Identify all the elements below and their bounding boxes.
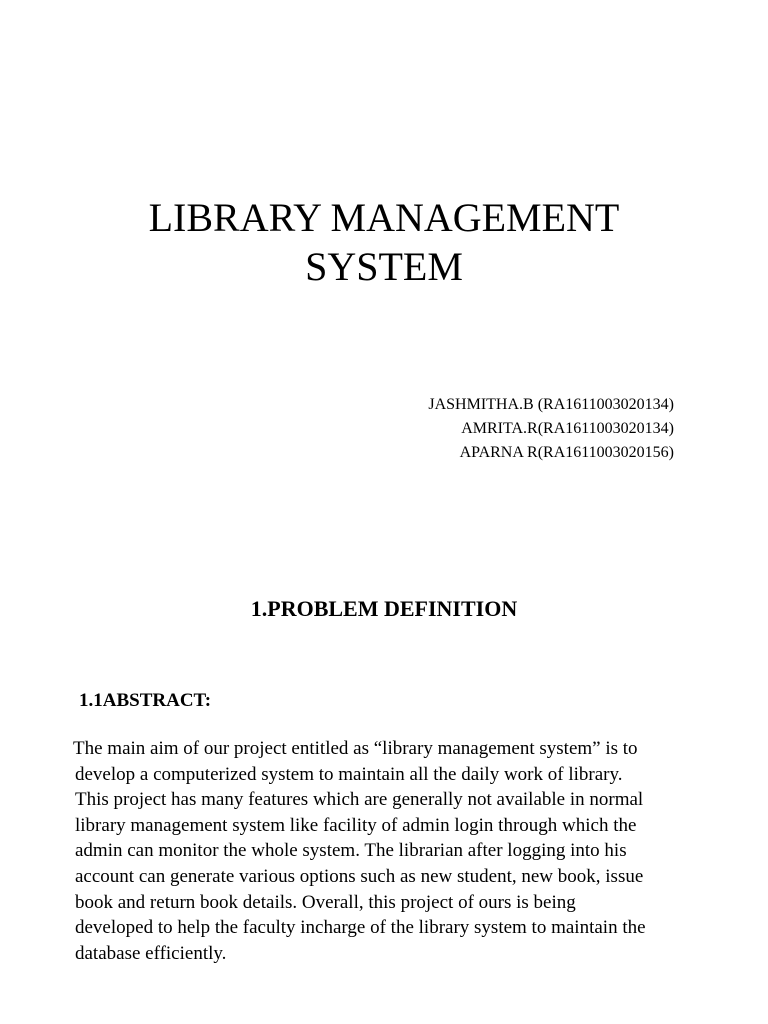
section-heading bbox=[0, 596, 768, 622]
title-line-1: LIBRARY MANAGEMENT bbox=[148, 195, 620, 240]
abstract-paragraph bbox=[75, 736, 725, 966]
author-2: AMRITA.R(RA1611003020134) bbox=[461, 420, 674, 437]
paragraph-line: database efficiently. bbox=[75, 942, 227, 964]
paragraph-line: developed to help the faculty incharge of the library system to maintain the bbox=[75, 917, 646, 939]
section-heading-text: 1.PROBLEM DEFINITION bbox=[250, 596, 518, 621]
paragraph-line: develop a computerized system to maintain all the daily work of library. bbox=[75, 763, 623, 785]
author-list bbox=[428, 393, 674, 465]
paragraph-line: This project has many features which are generally not available in normal bbox=[75, 789, 644, 811]
title-line-2: SYSTEM bbox=[305, 244, 463, 289]
paragraph-line: The main aim of our project entitled as “library management system” is to bbox=[73, 738, 638, 759]
author-3: APARNA R(RA1611003020156) bbox=[459, 444, 674, 461]
paragraph-line: book and return book details. Overall, this project of ours is being bbox=[75, 891, 576, 913]
paragraph-line: library management system like facility of admin login through which the bbox=[75, 814, 637, 836]
paragraph-line: admin can monitor the whole system. The librarian after logging into his bbox=[75, 840, 627, 862]
document-title bbox=[0, 193, 768, 291]
abstract-heading: 1.1ABSTRACT: bbox=[79, 690, 212, 711]
paragraph-line: account can generate various options such as new student, new book, issue bbox=[75, 865, 644, 887]
author-1: JASHMITHA.B (RA1611003020134) bbox=[428, 396, 674, 413]
